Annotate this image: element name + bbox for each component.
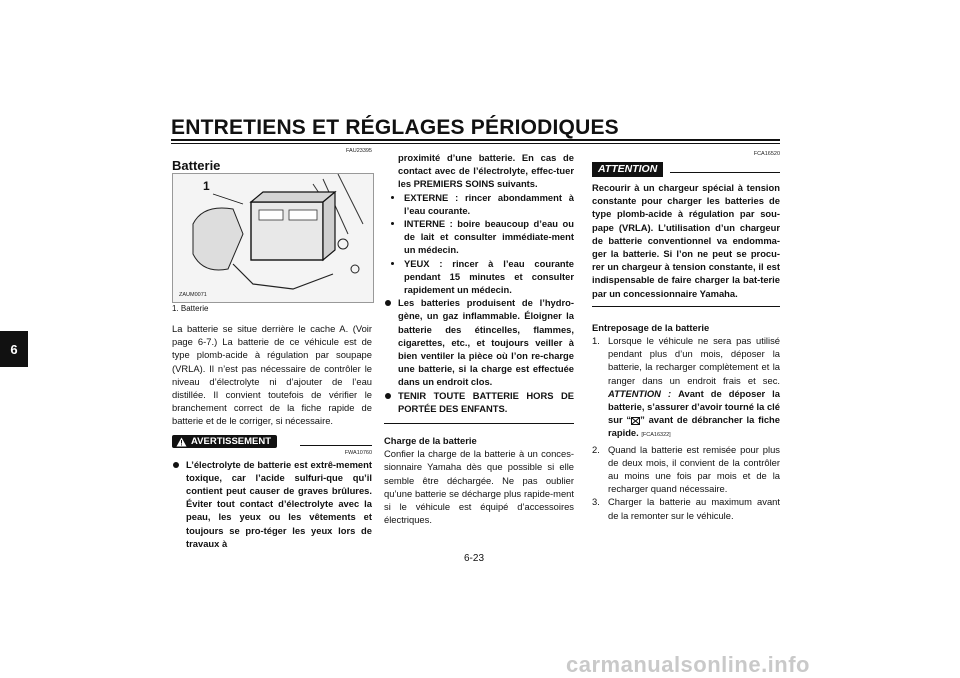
caution-code: [FCA16322] bbox=[641, 432, 671, 439]
battery-figure bbox=[172, 173, 374, 303]
first-aid-item: YEUX : rincer à l’eau courante pendant 15 minutes et consulter rapidement un médecin. bbox=[384, 257, 574, 297]
column-1-body bbox=[172, 304, 372, 550]
storage-heading: Entreposage de la batterie bbox=[592, 321, 710, 333]
key-off-icon bbox=[631, 417, 640, 425]
storage-step: 2. Quand la batterie est remisée pour plus de deux mois, il convient de la contrôler au moins une fois par mois et de la recharger quand nécessaire. bbox=[592, 443, 780, 495]
warning-header bbox=[172, 434, 372, 449]
battery-paragraph: La batterie se situe derrière le cache A. (Voir page 6-7.) La batterie de ce véhicule est de type plomb-acide à régulation par soupape (VRLA). Il n’est pas nécessaire de contrôler le niveau d’électrolyte ni d’ajouter de l’eau distillée. Il convient toutefois de vérifier le branchement correct de la fiche rapide de batterie et de le corriger, si nécessaire. bbox=[172, 323, 372, 427]
column-2 bbox=[384, 151, 574, 526]
figure-caption: 1. Batterie bbox=[172, 304, 209, 313]
attention-code: FCA16520 bbox=[753, 151, 780, 157]
page-header-title: ENTRETIENS ET RÉGLAGES PÉRIODIQUES bbox=[171, 116, 619, 139]
first-aid-list bbox=[384, 191, 574, 297]
warning-label: AVERTISSEMENT bbox=[191, 436, 272, 448]
section-code: FAU23395 bbox=[346, 148, 372, 154]
attention-inline-label: ATTENTION : bbox=[608, 387, 672, 399]
attention-text: Recourir à un chargeur spécial à tension constante pour charger les batteries de type plomb-acide à régulation par sou-pape (VRLA). L’utilisation d’un chargeur de batterie conventionnel va endomma-ger la batterie. Si l’on ne peut se procu-rer un chargeur à tension constante, il est indispensable de faire charger la bat-terie par un concessionnaire Yamaha. bbox=[592, 182, 780, 299]
header-rule bbox=[171, 139, 780, 141]
first-aid-item: EXTERNE : rincer abondamment à l’eau courante. bbox=[384, 191, 574, 217]
storage-steps bbox=[592, 334, 780, 522]
warning-bullet: Les batteries produisent de l’hydro-gène, un gaz inflammable. Éloigner la batterie des étincelles, flammes, cigarettes, etc., et toujours veiller à bien ventiler la pièce où l’on re-charge une batterie, si la charge est effectuée dans un endroit clos. bbox=[384, 296, 574, 388]
warning-end-rule bbox=[384, 423, 574, 424]
attention-badge: ATTENTION bbox=[592, 162, 663, 177]
column-3 bbox=[592, 151, 780, 522]
warning-list-2 bbox=[384, 296, 574, 415]
page-number: 6-23 bbox=[464, 553, 485, 564]
warning-triangle-icon bbox=[176, 437, 187, 447]
charge-paragraph: Confier la charge de la batterie à un conces-sionnaire Yamaha dès que possible si elle semble être déchargée. Ne pas oublier qu’une batterie se décharge plus rapide-ment si le véhicule est équipé d’accessoires électriques. bbox=[384, 448, 574, 526]
chapter-tab: 6 bbox=[0, 331, 28, 367]
section-heading: Batterie bbox=[172, 158, 221, 173]
storage-step: 1. Lorsque le véhicule ne sera pas utilisé pendant plus d’un mois, déposer la batterie, la recharger complètement et la ranger dans un endroit frais et sec. ATTENTION : Avant de déposer la batterie, s’assurer d’avoir tourné la clé sur “ ” avant de débrancher la fiche rapide. [FCA16322] bbox=[592, 335, 781, 439]
warning-badge bbox=[172, 435, 277, 448]
attention-rule bbox=[670, 172, 780, 173]
column-1 bbox=[172, 148, 372, 173]
warning-code: FWA10760 bbox=[344, 449, 372, 456]
warning-continued: proximité d’une batterie. En cas de contact avec de l’électrolyte, effec-tuer les PREMIERS SOINS suivants. bbox=[398, 152, 574, 190]
attention-end-rule bbox=[592, 306, 780, 307]
footer-watermark: carmanualsonline.info bbox=[566, 652, 810, 677]
figure-code: ZAUM0071 bbox=[179, 292, 207, 298]
warning-bullet: L’électrolyte de batterie est extrê-mement toxique, car l’acide sulfuri-que qu’il contient peut causer de graves brûlures. Éviter tout contact d’électrolyte avec la peau, les yeux ou les vêtements et toujours se pro-téger les yeux lors de travaux à bbox=[172, 458, 372, 550]
bullet-dot bbox=[173, 462, 179, 468]
warning-list bbox=[172, 458, 372, 550]
charge-heading: Charge de la batterie bbox=[384, 435, 477, 447]
attention-header bbox=[592, 159, 780, 176]
first-aid-item: INTERNE : boire beaucoup d’eau ou de lait et consulter immédiate-ment un médecin. bbox=[384, 217, 574, 257]
warning-rule bbox=[300, 445, 372, 446]
battery-illustration bbox=[173, 174, 373, 302]
storage-step: 3. Charger la batterie au maximum avant de la remonter sur le véhicule. bbox=[592, 496, 780, 521]
warning-bullet: TENIR TOUTE BATTERIE HORS DE PORTÉE DES ENFANTS. bbox=[384, 389, 574, 415]
figure-callout: 1 bbox=[203, 179, 210, 193]
header-rule-thin bbox=[171, 143, 780, 144]
